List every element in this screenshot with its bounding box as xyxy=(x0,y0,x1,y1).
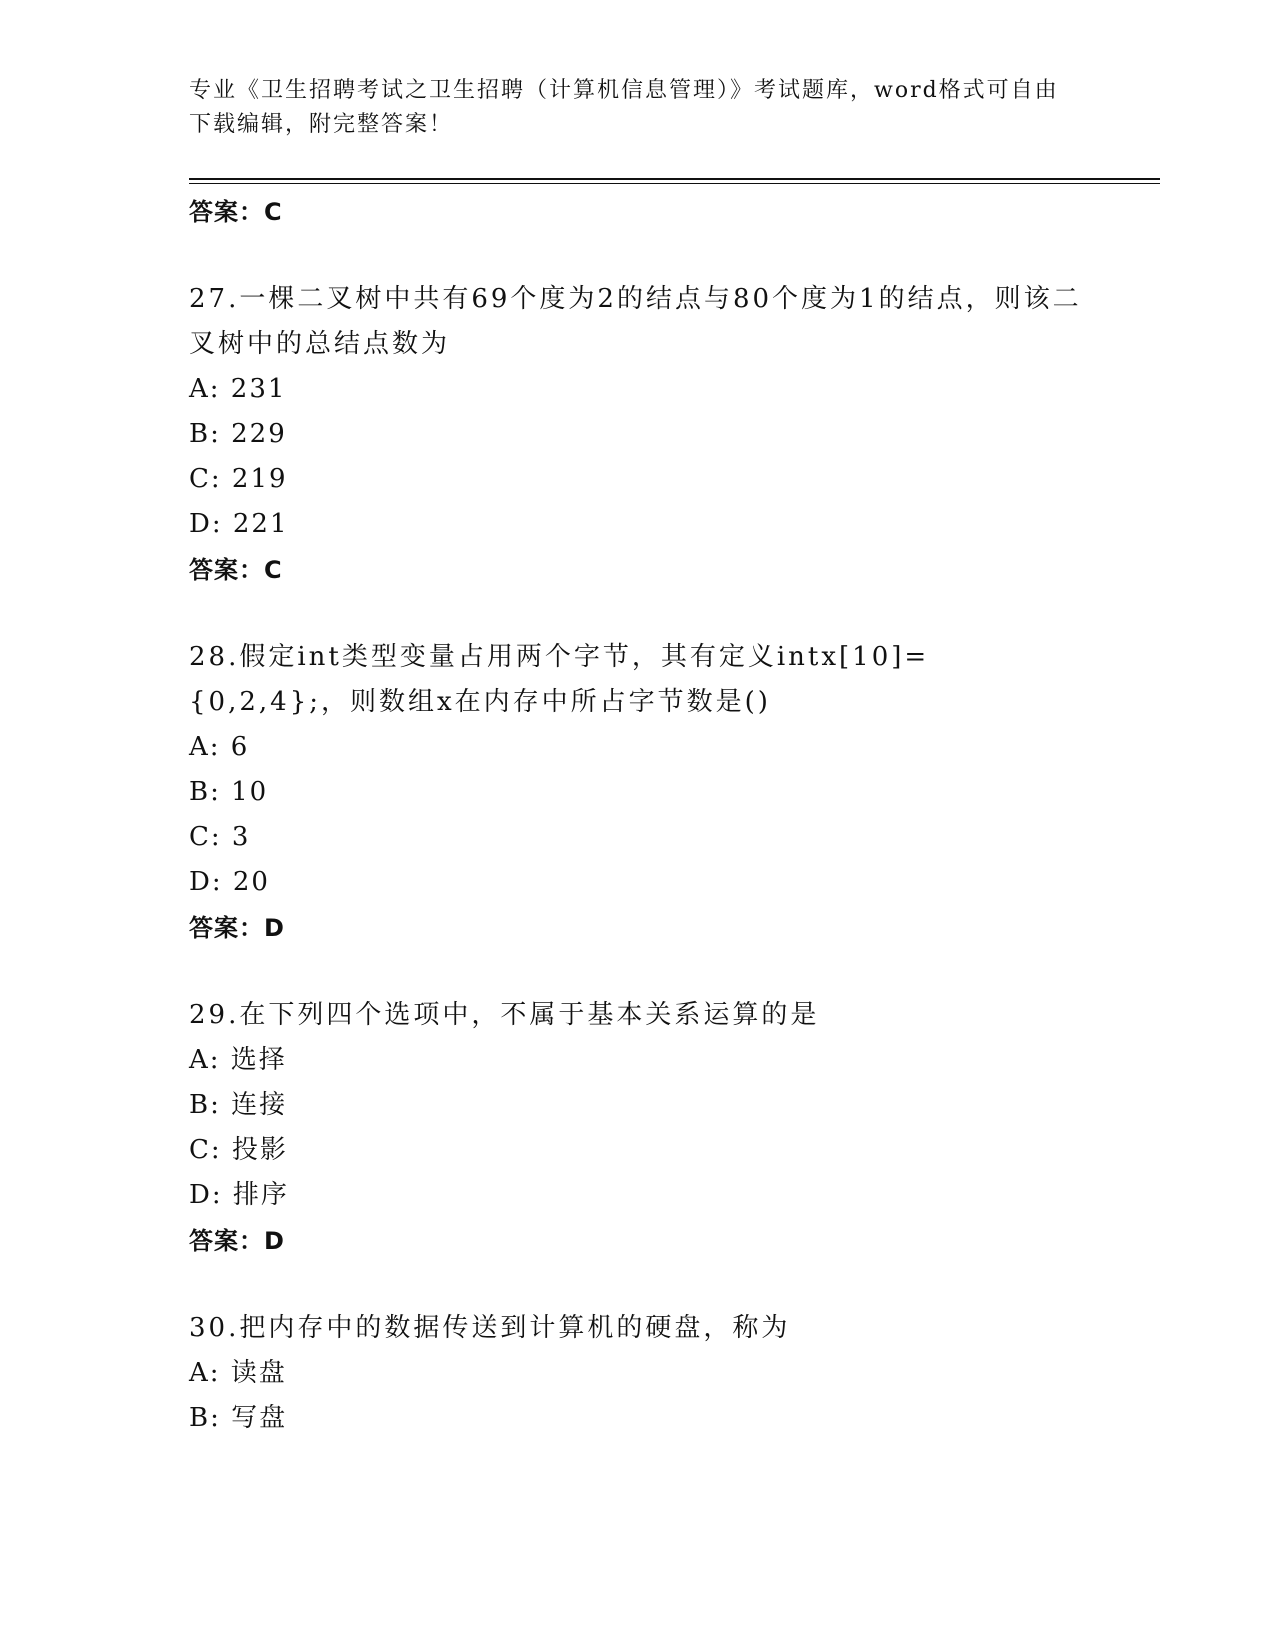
question-list xyxy=(189,189,1089,1441)
question-text: 27.一棵二叉树中共有69个度为2的结点与80个度为1的结点，则该二叉树中的总结点数为 xyxy=(189,284,1082,359)
option-c: C: 3 xyxy=(189,822,251,852)
option-b: B: 229 xyxy=(189,419,287,449)
document-header: 专业《卫生招聘考试之卫生招聘（计算机信息管理）》考试题库，word格式可自由下载编辑，附完整答案！ xyxy=(189,78,1059,137)
option-a: A: 231 xyxy=(189,374,287,404)
option-a: A: 选择 xyxy=(189,1045,287,1075)
option-b: B: 连接 xyxy=(189,1090,288,1120)
option-d: D: 20 xyxy=(189,867,270,897)
option-c: C: 219 xyxy=(189,464,288,494)
question-block xyxy=(189,1306,1089,1441)
question-block xyxy=(189,635,1089,951)
option-c: C: 投影 xyxy=(189,1135,288,1165)
answer-line: 答案：C xyxy=(189,556,283,584)
header-rule-thin xyxy=(189,183,1160,184)
option-d: D: 排序 xyxy=(189,1180,289,1210)
option-a: A: 6 xyxy=(189,732,250,762)
answer-line: 答案：D xyxy=(189,914,285,942)
option-b: B: 写盘 xyxy=(189,1403,288,1433)
question-text: 28.假定int类型变量占用两个字节，其有定义intx[10]={0,2,4};，则数组x在内存中所占字节数是() xyxy=(189,642,930,717)
question-text: 29.在下列四个选项中，不属于基本关系运算的是 xyxy=(189,1000,820,1030)
option-d: D: 221 xyxy=(189,509,289,539)
question-block xyxy=(189,993,1089,1264)
header-rule-thick xyxy=(189,178,1160,180)
answer-line: 答案：D xyxy=(189,1227,285,1255)
option-a: A: 读盘 xyxy=(189,1358,287,1388)
option-b: B: 10 xyxy=(189,777,269,807)
question-text: 30.把内存中的数据传送到计算机的硬盘，称为 xyxy=(189,1313,791,1343)
question-block xyxy=(189,277,1089,593)
answer-line: 答案：C xyxy=(189,198,283,226)
